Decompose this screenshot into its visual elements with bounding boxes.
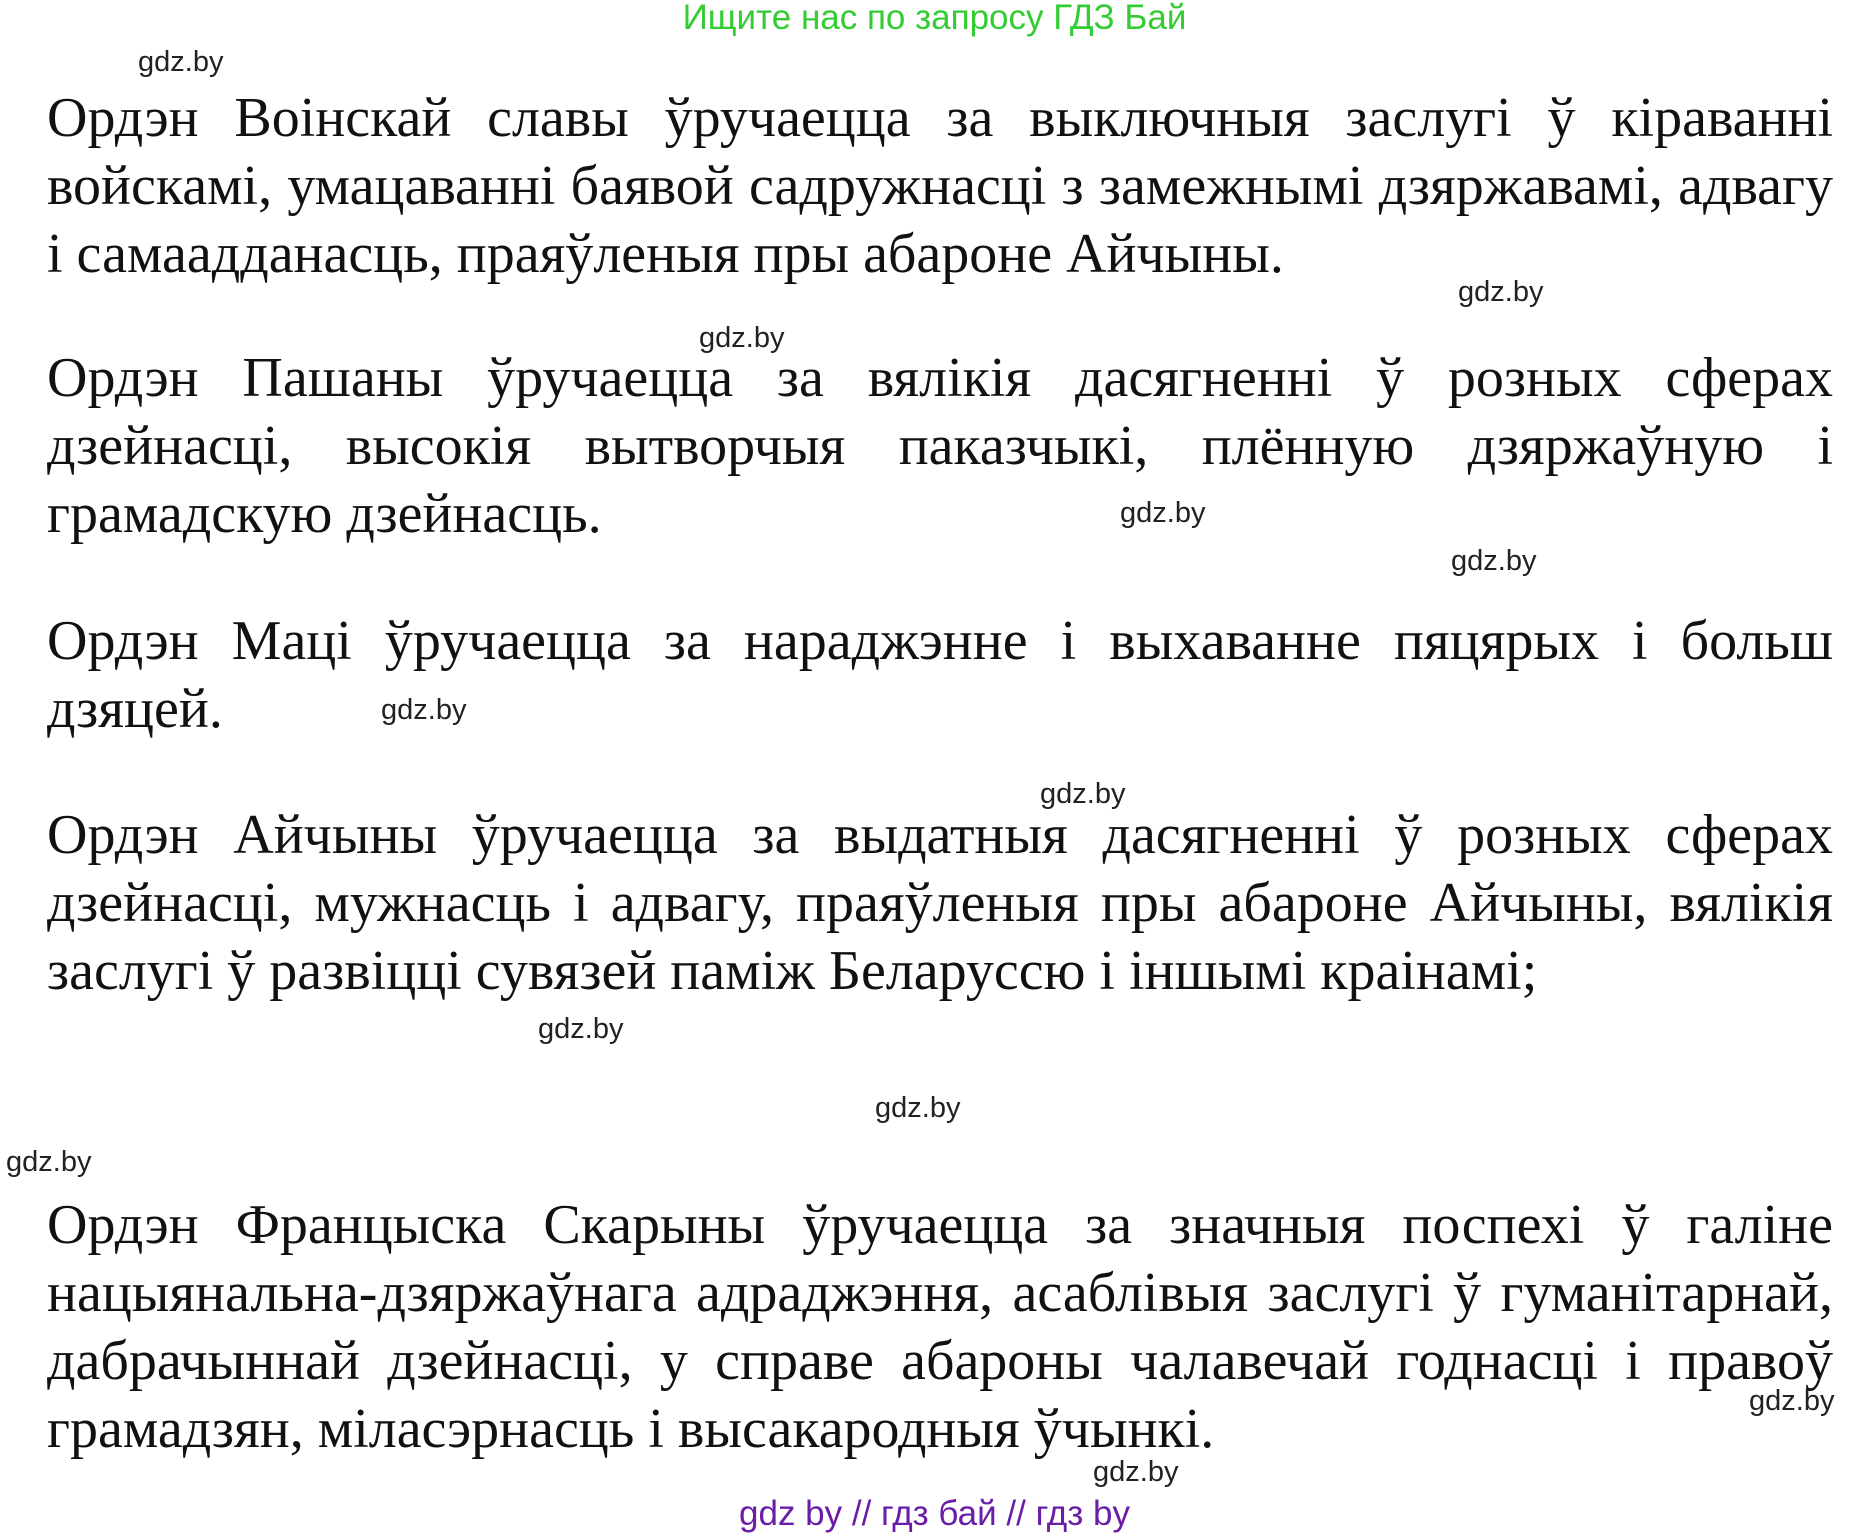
watermark: gdz.by — [538, 1013, 624, 1045]
paragraph-order-mother: Ордэн Маці ўручаецца за нараджэнне і выхаванне пяцярых і больш дзяцей. — [47, 610, 1833, 740]
footer-credits: gdz by // гдз бай // гдз by — [739, 1494, 1130, 1533]
paragraph-order-military-glory: Ордэн Воінскай славы ўручаецца за выключныя заслугі ў кіраванні войскамі, умацаванні баявой садружнасці з замежнымі дзяржавамі, адвагу і самаадданасць, праяўленыя пры абароне Айчыны. — [47, 87, 1833, 285]
watermark: gdz.by — [1040, 778, 1126, 810]
watermark: gdz.by — [6, 1146, 92, 1178]
watermark: gdz.by — [1093, 1456, 1179, 1488]
watermark: gdz.by — [699, 322, 785, 354]
watermark: gdz.by — [875, 1092, 961, 1124]
paragraph-order-fatherland: Ордэн Айчыны ўручаецца за выдатныя дасягненні ў розных сферах дзейнасці, мужнасць і адвагу, праяўленыя пры абароне Айчыны, вялікія заслугі ў развіцці сувязей паміж Беларуссю і іншымі краінамі; — [47, 804, 1833, 1002]
watermark: gdz.by — [381, 694, 467, 726]
watermark: gdz.by — [1451, 545, 1537, 577]
paragraph-order-honor: Ордэн Пашаны ўручаецца за вялікія дасягненні ў розных сферах дзейнасці, высокія вытворчыя паказчыкі, плённую дзяржаўную і грамадскую дзейнасць. — [47, 347, 1833, 545]
paragraph-order-francysk-skaryna: Ордэн Францыска Скарыны ўручаецца за значныя поспехі ў галіне нацыянальна-дзяржаўнага адраджэння, асаблівыя заслугі ў гуманітарнай, дабрачыннай дзейнасці, у справе абароны чалавечай годнасці і правоў грамадзян, міласэрнасць і высакародныя ўчынкі. — [47, 1194, 1833, 1460]
watermark: gdz.by — [1120, 497, 1206, 529]
search-hint-banner: Ищите нас по запросу ГДЗ Бай — [682, 0, 1187, 37]
watermark: gdz.by — [1458, 276, 1544, 308]
watermark: gdz.by — [138, 46, 224, 78]
watermark: gdz.by — [1749, 1385, 1835, 1417]
